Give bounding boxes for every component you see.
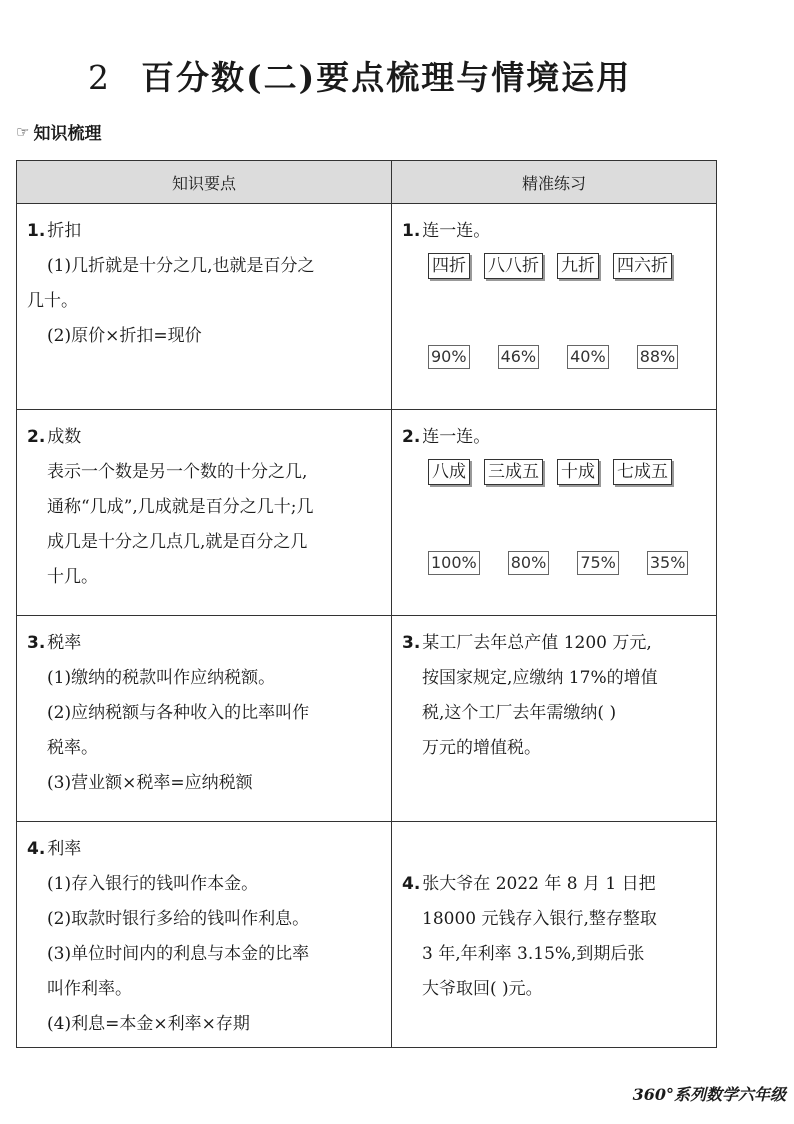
topic-heading: 1. 折扣 [27, 221, 82, 241]
topic-line: 叫作利率。 [47, 979, 132, 999]
topic-line: 几十。 [27, 291, 78, 311]
match-item: 七成五 [613, 459, 672, 485]
exercise-line: 3. 某工厂去年总产值 1200 万元, [402, 633, 652, 653]
pointing-hand-icon: ☞ [16, 122, 30, 141]
match-item: 88% [637, 345, 679, 369]
knowledge-cell [17, 410, 392, 616]
practice-cell [392, 822, 717, 1048]
match-item: 46% [498, 345, 540, 369]
topic-line: (4)利息=本金×利率×存期 [47, 1014, 250, 1034]
exercise-line: 税,这个工厂去年需缴纳( ) [422, 703, 617, 723]
series-footer: 360°系列数学六年级 [632, 1085, 786, 1104]
topic-heading: 2. 成数 [27, 427, 82, 447]
match-bottom-row [428, 345, 706, 369]
practice-cell [392, 204, 717, 410]
match-item: 四折 [428, 253, 470, 279]
match-item: 80% [508, 551, 550, 575]
topic-line: 成几是十分之几点几,就是百分之几 [47, 532, 308, 552]
topic-line: (3)单位时间内的利息与本金的比率 [47, 944, 310, 964]
page-title [88, 52, 631, 99]
match-item: 三成五 [484, 459, 543, 485]
match-bottom-row [428, 551, 706, 575]
chapter-title: 百分数(二)要点梳理与情境运用 [141, 58, 632, 97]
match-top-row [428, 459, 706, 485]
topic-line: 通称“几成”,几成就是百分之几十;几 [47, 497, 314, 517]
knowledge-cell [17, 204, 392, 410]
topic-line: 税率。 [47, 738, 98, 758]
exercise-line: 按国家规定,应缴纳 17%的增值 [422, 668, 658, 688]
header-practice: 精准练习 [392, 161, 717, 204]
table-header-row [17, 161, 717, 204]
topic-line: (2)原价×折扣=现价 [47, 326, 202, 346]
exercise-line: 4. 张大爷在 2022 年 8 月 1 日把 [402, 874, 656, 894]
chapter-number: 2 [88, 58, 111, 97]
topic-line: (1)几折就是十分之几,也就是百分之 [47, 256, 315, 276]
table-row [17, 616, 717, 822]
match-item: 75% [577, 551, 619, 575]
topic-line: 十几。 [47, 567, 98, 587]
match-item: 八八折 [484, 253, 543, 279]
exercise-line: 18000 元钱存入银行,整存整取 [422, 909, 657, 929]
match-item: 40% [567, 345, 609, 369]
topic-line: (3)营业额×税率=应纳税额 [47, 773, 253, 793]
topic-line: (1)存入银行的钱叫作本金。 [47, 874, 259, 894]
table-row [17, 410, 717, 616]
match-item: 35% [647, 551, 689, 575]
exercise-line: 大爷取回( )元。 [422, 979, 543, 999]
topic-line: 表示一个数是另一个数的十分之几, [47, 462, 308, 482]
topic-line: (2)取款时银行多给的钱叫作利息。 [47, 909, 310, 929]
match-item: 四六折 [613, 253, 672, 279]
knowledge-cell [17, 616, 392, 822]
match-item: 九折 [557, 253, 599, 279]
match-item: 90% [428, 345, 470, 369]
table-row [17, 822, 717, 1048]
table-row [17, 204, 717, 410]
section-label: 知识梳理 [33, 124, 102, 144]
topic-heading: 3. 税率 [27, 633, 82, 653]
exercise-heading: 1. 连一连。 [402, 221, 491, 241]
match-item: 八成 [428, 459, 470, 485]
exercise-line: 万元的增值税。 [422, 738, 541, 758]
exercise-line: 3 年,年利率 3.15%,到期后张 [422, 944, 645, 964]
match-item: 100% [428, 551, 480, 575]
topic-line: (2)应纳税额与各种收入的比率叫作 [47, 703, 310, 723]
topic-heading: 4. 利率 [27, 839, 82, 859]
knowledge-cell [17, 822, 392, 1048]
practice-cell [392, 410, 717, 616]
match-top-row [428, 253, 706, 279]
match-item: 十成 [557, 459, 599, 485]
exercise-heading: 2. 连一连。 [402, 427, 491, 447]
section-heading [16, 119, 101, 144]
topic-line: (1)缴纳的税款叫作应纳税额。 [47, 668, 276, 688]
practice-cell [392, 616, 717, 822]
header-knowledge-points: 知识要点 [17, 161, 392, 204]
knowledge-table [16, 160, 717, 1048]
